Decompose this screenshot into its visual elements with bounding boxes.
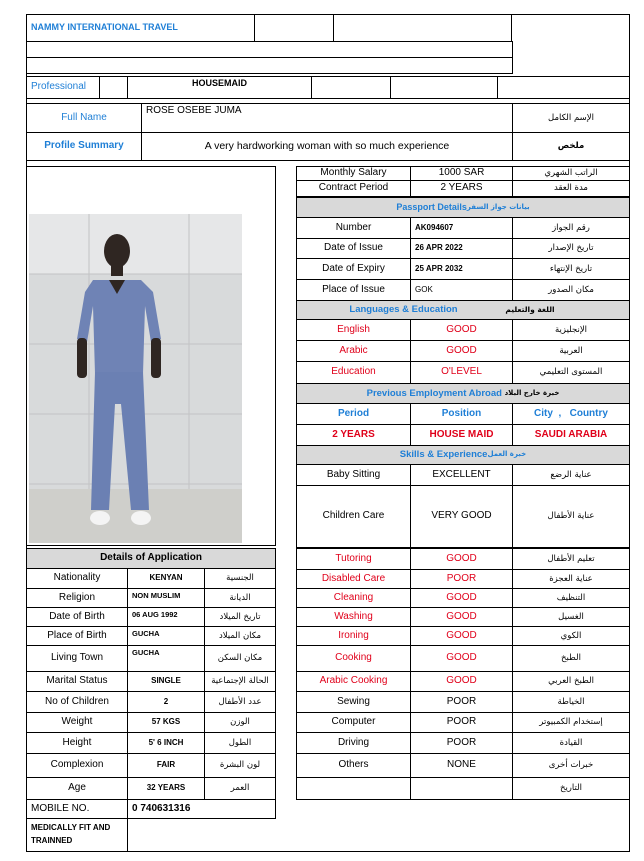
others-ar: خبرات أخرى	[512, 753, 630, 778]
issue-date-ar: تاريخ الإصدار	[512, 238, 630, 259]
nationality-ar: الجنسية	[204, 568, 276, 589]
employment-title-ar: خبرة خارج البلاد	[504, 388, 560, 397]
cleaning-label: Cleaning	[296, 588, 411, 608]
header-row	[26, 41, 513, 58]
passport-title: Passport Details	[396, 201, 467, 212]
education-value: O'LEVEL	[410, 361, 513, 384]
complexion-value: FAIR	[127, 753, 205, 778]
baby-sitting-value: EXCELLENT	[410, 464, 513, 486]
header-cell	[311, 76, 391, 99]
complexion-label: Complexion	[26, 753, 128, 778]
skills-section-header	[296, 445, 630, 465]
driving-value: POOR	[410, 732, 513, 754]
date-of-birth-ar: تاريخ الميلاد	[204, 607, 276, 627]
passport-section-header	[296, 197, 630, 218]
nationality-label: Nationality	[26, 568, 128, 589]
monthly-salary-label: Monthly Salary	[296, 166, 411, 181]
baby-sitting-label: Baby Sitting	[296, 464, 411, 486]
cooking-value: GOOD	[410, 645, 513, 672]
religion-value: NON MUSLIM	[127, 588, 205, 608]
age-value: 32 YEARS	[127, 777, 205, 800]
header-cell	[99, 76, 128, 99]
languages-title-ar: اللغة والتعليم	[505, 305, 555, 315]
cooking-ar: الطبخ	[512, 645, 630, 672]
computer-value: POOR	[410, 712, 513, 733]
employment-country: SAUDI ARABIA	[512, 424, 630, 446]
english-label: English	[296, 319, 411, 341]
skills-title-ar: خبرة العمل	[487, 450, 527, 459]
professional-label: Professional	[26, 76, 100, 99]
ironing-label: Ironing	[296, 626, 411, 646]
header-row	[26, 57, 513, 74]
place-of-issue-label: Place of Issue	[296, 279, 411, 301]
full-name-ar: الإسم الكامل	[512, 103, 630, 133]
driving-ar: القيادة	[512, 732, 630, 754]
languages-title: Languages & Education	[349, 304, 458, 316]
cleaning-value: GOOD	[410, 588, 513, 608]
cleaning-ar: التنظيف	[512, 588, 630, 608]
education-ar: المستوى التعليمي	[512, 361, 630, 384]
english-ar: الإنجليزية	[512, 319, 630, 341]
marital-status-ar: الحالة الإجتماعية	[204, 671, 276, 692]
position-header: Position	[410, 403, 513, 425]
employment-position: HOUSE MAID	[410, 424, 513, 446]
application-section-header: Details of Application	[26, 548, 276, 569]
place-of-birth-label: Place of Birth	[26, 626, 128, 646]
issue-date-label: Date of Issue	[296, 238, 411, 259]
candidate-photo	[29, 214, 242, 543]
weight-label: Weight	[26, 712, 128, 733]
children-count-label: No of Children	[26, 691, 128, 713]
children-count-value: 2	[127, 691, 205, 713]
full-name-value: ROSE OSEBE JUMA	[141, 103, 513, 133]
living-town-value: GUCHA	[127, 645, 205, 672]
nationality-value: KENYAN	[127, 568, 205, 589]
children-count-ar: عدد الأطفال	[204, 691, 276, 713]
header-cell	[333, 14, 512, 42]
mobile-label: MOBILE NO.	[26, 799, 128, 819]
contract-period-ar: مدة العقد	[512, 180, 630, 197]
header-cell	[497, 76, 630, 99]
disabled-care-ar: عناية العجزة	[512, 569, 630, 589]
header-cell	[254, 14, 334, 42]
computer-label: Computer	[296, 712, 411, 733]
place-of-issue-value: GOK	[410, 279, 513, 301]
passport-number-value: AK094607	[410, 217, 513, 239]
living-town-label: Living Town	[26, 645, 128, 672]
arabic-value: GOOD	[410, 340, 513, 362]
marital-status-value: SINGLE	[127, 671, 205, 692]
others-label: Others	[296, 753, 411, 778]
religion-label: Religion	[26, 588, 128, 608]
place-of-birth-value: GUCHA	[127, 626, 205, 646]
expiry-date-ar: تاريخ الإنتهاء	[512, 258, 630, 280]
profile-summary-label: Profile Summary	[26, 132, 142, 161]
washing-ar: الغسيل	[512, 607, 630, 627]
date-value-cell	[410, 777, 513, 800]
complexion-ar: لون البشرة	[204, 753, 276, 778]
employment-title: Previous Employment Abroad	[366, 387, 502, 399]
employment-section-header	[296, 383, 630, 404]
company-name: NAMMY INTERNATIONAL TRAVEL	[26, 14, 255, 42]
place-of-birth-ar: مكان الميلاد	[204, 626, 276, 646]
employment-period: 2 YEARS	[296, 424, 411, 446]
cooking-label: Cooking	[296, 645, 411, 672]
date-of-birth-value: 06 AUG 1992	[127, 607, 205, 627]
tutoring-label: Tutoring	[296, 548, 411, 570]
arabic-label: Arabic	[296, 340, 411, 362]
ironing-value: GOOD	[410, 626, 513, 646]
weight-value: 57 KGS	[127, 712, 205, 733]
height-label: Height	[26, 732, 128, 754]
full-name-label: Full Name	[26, 103, 142, 133]
weight-ar: الوزن	[204, 712, 276, 733]
arabic-cooking-value: GOOD	[410, 671, 513, 692]
height-value: 5' 6 INCH	[127, 732, 205, 754]
contract-period-value: 2 YEARS	[410, 180, 513, 197]
height-ar: الطول	[204, 732, 276, 754]
arabic-ar: العربية	[512, 340, 630, 362]
age-ar: العمر	[204, 777, 276, 800]
children-care-label: Children Care	[296, 485, 411, 548]
profile-summary-ar: ملخص	[512, 132, 630, 161]
date-of-birth-label: Date of Birth	[26, 607, 128, 627]
tutoring-value: GOOD	[410, 548, 513, 570]
monthly-salary-value: 1000 SAR	[410, 166, 513, 181]
children-care-ar: عناية الأطفال	[512, 485, 630, 548]
english-value: GOOD	[410, 319, 513, 341]
expiry-date-label: Date of Expiry	[296, 258, 411, 280]
header-cell	[390, 76, 498, 99]
driving-label: Driving	[296, 732, 411, 754]
skills-title: Skills & Experience	[399, 449, 488, 461]
contract-period-label: Contract Period	[296, 180, 411, 197]
computer-ar: إستخدام الكمبيوتر	[512, 712, 630, 733]
tutoring-ar: تعليم الأطفال	[512, 548, 630, 570]
disabled-care-value: POOR	[410, 569, 513, 589]
profile-summary-value: A very hardworking woman with so much experience	[141, 132, 513, 161]
passport-number-ar: رقم الجواز	[512, 217, 630, 239]
living-town-ar: مكان السكن	[204, 645, 276, 672]
others-value: NONE	[410, 753, 513, 778]
passport-title-ar: بيانات جواز السفر	[466, 202, 530, 211]
marital-status-label: Marital Status	[26, 671, 128, 692]
profession-value: HOUSEMAID	[127, 76, 312, 99]
passport-number-label: Number	[296, 217, 411, 239]
washing-value: GOOD	[410, 607, 513, 627]
medical-status: MEDICALLY FIT AND TRAINNED	[26, 818, 128, 852]
children-care-value: VERY GOOD	[410, 485, 513, 548]
sewing-value: POOR	[410, 691, 513, 713]
education-label: Education	[296, 361, 411, 384]
religion-ar: الديانة	[204, 588, 276, 608]
ironing-ar: الكوي	[512, 626, 630, 646]
issue-date-value: 26 APR 2022	[410, 238, 513, 259]
expiry-date-value: 25 APR 2032	[410, 258, 513, 280]
sewing-label: Sewing	[296, 691, 411, 713]
age-label: Age	[26, 777, 128, 800]
date-ar: التاريخ	[512, 777, 630, 800]
baby-sitting-ar: عناية الرضع	[512, 464, 630, 486]
sewing-ar: الخياطة	[512, 691, 630, 713]
washing-label: Washing	[296, 607, 411, 627]
arabic-cooking-label: Arabic Cooking	[296, 671, 411, 692]
arabic-cooking-ar: الطبخ العربي	[512, 671, 630, 692]
date-label-cell	[296, 777, 411, 800]
place-of-issue-ar: مكان الصدور	[512, 279, 630, 301]
period-header: Period	[296, 403, 411, 425]
monthly-salary-ar: الراتب الشهري	[512, 166, 630, 181]
disabled-care-label: Disabled Care	[296, 569, 411, 589]
mobile-value: 0 740631316	[127, 799, 276, 819]
city-country-header: City , Country	[512, 403, 630, 425]
